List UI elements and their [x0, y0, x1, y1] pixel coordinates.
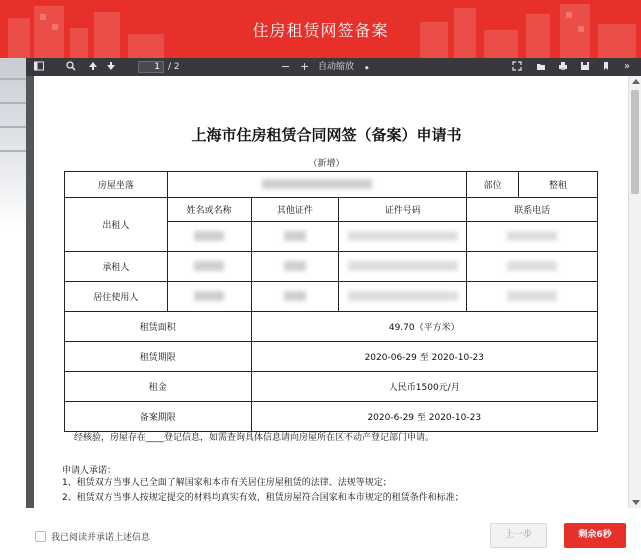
save-icon[interactable]: [580, 61, 590, 73]
occupant-cert-no: [339, 282, 467, 312]
lessee-cert-no: [339, 252, 467, 282]
table-row: [65, 312, 598, 342]
col-cert-no-header: 证件号码: [339, 198, 467, 222]
zoom-value: 自动缩放: [318, 62, 355, 72]
redacted-text: [507, 231, 557, 241]
zoom-out-button[interactable]: −: [281, 60, 291, 73]
scroll-thumb[interactable]: [631, 90, 639, 194]
document-title: 上海市住房租赁合同网签（备案）申请书: [191, 126, 462, 144]
redacted-text: [262, 179, 372, 189]
filing-label: 备案期限: [65, 402, 252, 432]
redacted-text: [194, 261, 224, 271]
location-value: [167, 172, 467, 198]
occupant-other-cert: [251, 282, 339, 312]
redacted-text: [284, 261, 306, 271]
area-value: 49.70（平方米）: [251, 312, 598, 342]
search-icon[interactable]: [66, 61, 76, 73]
scroll-down-icon[interactable]: [632, 500, 640, 505]
page-title: 住房租赁网签备案: [252, 21, 389, 40]
zoom-in-button[interactable]: +: [300, 60, 310, 73]
print-icon[interactable]: [558, 61, 568, 73]
page-total: / 2: [168, 62, 180, 72]
document-page: [34, 76, 632, 508]
page-up-icon[interactable]: [88, 61, 98, 73]
table-row: [65, 402, 598, 432]
redacted-text: [507, 291, 557, 301]
lessor-name: [167, 222, 251, 252]
countdown-next-button[interactable]: 剩余6秒: [564, 523, 626, 548]
stripe-decoration: [0, 150, 26, 152]
rent-label: 租金: [65, 372, 252, 402]
lessor-cert-no: [339, 222, 467, 252]
fullscreen-icon[interactable]: [512, 61, 522, 73]
table-row: [65, 342, 598, 372]
stripe-decoration: [0, 126, 26, 128]
lessee-phone: [467, 252, 598, 282]
redacted-text: [348, 231, 458, 241]
lessor-label: 出租人: [65, 198, 168, 252]
chevron-down-icon: ◆: [364, 65, 369, 71]
application-form-table: [64, 171, 598, 432]
page-number-input[interactable]: 1: [138, 61, 164, 73]
term-value: 2020-06-29 至 2020-10-23: [251, 342, 598, 372]
stripe-decoration: [0, 102, 26, 104]
pledge-title: 申请人承诺：: [62, 466, 117, 476]
occupant-name: [167, 282, 251, 312]
part-label: 部位: [467, 172, 519, 198]
redacted-text: [284, 291, 306, 301]
redacted-text: [507, 261, 557, 271]
lessee-other-cert: [251, 252, 339, 282]
redacted-text: [348, 291, 458, 301]
verification-note: 经核验，房屋存在____登记信息，如需查询具体信息请向房屋所在区不动产登记部门申请。: [74, 433, 435, 443]
lessee-label: 承租人: [65, 252, 168, 282]
lessee-name: [167, 252, 251, 282]
document-subtitle: （新增）: [308, 159, 345, 169]
pdf-toolbar: [26, 58, 641, 76]
lessor-phone: [467, 222, 598, 252]
agree-label[interactable]: 我已阅读并承诺上述信息: [51, 533, 151, 543]
bookmark-icon[interactable]: [601, 61, 611, 73]
col-phone-header: 联系电话: [467, 198, 598, 222]
sidebar-toggle-icon[interactable]: [34, 61, 44, 73]
more-tools-icon[interactable]: »: [624, 61, 631, 72]
zoom-select[interactable]: [318, 61, 380, 73]
filing-value: 2020-6-29 至 2020-10-23: [251, 402, 598, 432]
rent-value: 人民币1500元/月: [251, 372, 598, 402]
agree-checkbox[interactable]: [35, 531, 46, 542]
pledge-item: 1、租赁双方当事人已全面了解国家和本市有关居住房屋租赁的法律、法规等规定；: [62, 478, 392, 488]
redacted-text: [194, 291, 224, 301]
redacted-text: [284, 231, 306, 241]
table-row: [65, 282, 598, 312]
pdf-viewer[interactable]: [26, 76, 641, 508]
scroll-up-icon[interactable]: [632, 79, 640, 84]
area-label: 租赁面积: [65, 312, 252, 342]
side-decoration: [0, 58, 26, 228]
table-row: [65, 198, 598, 222]
page-down-icon[interactable]: [106, 61, 116, 73]
footer-bar: [26, 508, 641, 560]
scrollbar[interactable]: [628, 76, 641, 508]
location-label: 房屋坐落: [65, 172, 168, 198]
header-banner: [0, 0, 641, 58]
occupant-label: 居住使用人: [65, 282, 168, 312]
redacted-text: [348, 261, 458, 271]
part-value: 整租: [519, 172, 598, 198]
table-row: [65, 172, 598, 198]
redacted-text: [194, 231, 224, 241]
table-row: [65, 372, 598, 402]
pledge-item: 2、租赁双方当事人按规定提交的材料均真实有效，租赁房屋符合国家和本市规定的租赁条件和标准；: [62, 493, 464, 503]
stripe-decoration: [0, 78, 26, 80]
col-name-header: 姓名或名称: [167, 198, 251, 222]
term-label: 租赁期限: [65, 342, 252, 372]
open-file-icon[interactable]: [536, 61, 546, 73]
table-row: [65, 252, 598, 282]
lessor-other-cert: [251, 222, 339, 252]
col-other-cert-header: 其他证件: [251, 198, 339, 222]
occupant-phone: [467, 282, 598, 312]
previous-step-button[interactable]: 上一步: [490, 523, 547, 548]
